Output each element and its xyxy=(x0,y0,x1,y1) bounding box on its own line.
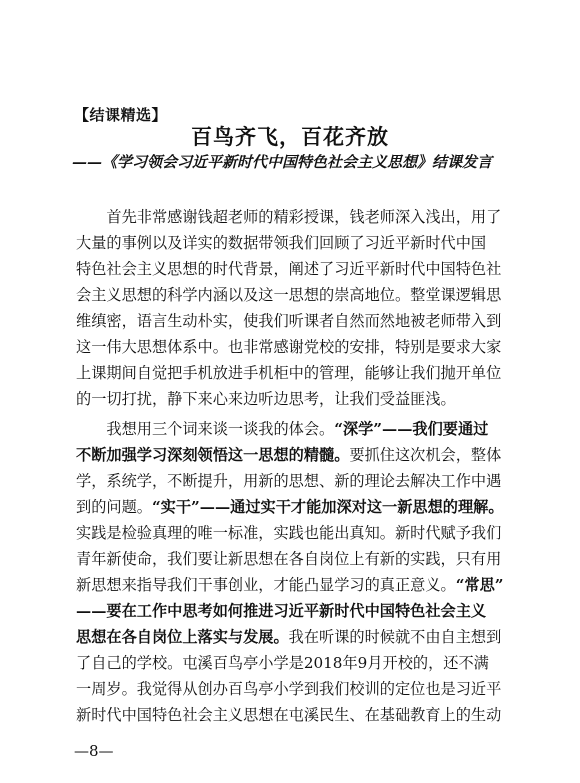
text-line xyxy=(76,601,511,621)
page-subtitle: ——《学习领会习近平新时代中国特色社会主义思想》结课发言 xyxy=(72,153,493,171)
bold-text-segment: 思想在各自岗位上落实与发展。 xyxy=(76,628,289,646)
text-segment: 的一切打扰，静下来心来边听边思考，让我们受益匪浅。 xyxy=(76,390,456,408)
text-segment: 了自己的学校。屯溪百鸟亭小学是2018年9月开校的，还不满 xyxy=(76,654,489,672)
text-line xyxy=(76,311,511,331)
text-segment: 一周岁。我觉得从创办百鸟亭小学到我们校训的定位也是习近平 xyxy=(76,680,502,698)
text-segment: 这一伟大思想体系中。也非常感谢党校的安排，特别是要求大家 xyxy=(76,338,502,356)
text-line xyxy=(76,497,511,517)
text-line xyxy=(76,575,511,595)
text-segment: 学，系统学，不断提升，用新的思想、新的理论去解决工作中遇 xyxy=(76,472,502,490)
text-line xyxy=(76,679,511,699)
text-line xyxy=(76,523,511,543)
text-line xyxy=(76,549,511,569)
text-line xyxy=(76,285,511,305)
text-segment: 实践是检验真理的唯一标准，实践也能出真知。新时代赋予我们 xyxy=(76,524,502,542)
page-title: 百鸟齐飞，百花齐放 xyxy=(191,124,389,149)
text-segment: 新时代中国特色社会主义思想在屯溪民生、在基础教育上的生动 xyxy=(76,706,502,724)
bold-text-segment: “实干”——通过实干才能加深对这一新思想的理解。 xyxy=(151,498,504,516)
text-line xyxy=(76,233,511,253)
page-number: —8— xyxy=(74,742,114,760)
text-segment: 特色社会主义思想的时代背景，阐述了习近平新时代中国特色社 xyxy=(76,260,502,278)
bold-text-segment: “深学”——我们要通过 xyxy=(334,420,489,438)
section-tag: 【结课精选】 xyxy=(74,106,168,124)
text-line xyxy=(76,705,511,725)
text-line xyxy=(76,363,511,383)
text-segment: 要抓住这次机会，整体 xyxy=(349,446,502,464)
text-segment: 我在听课的时候就不由自主想到 xyxy=(288,628,502,646)
text-line xyxy=(76,207,511,227)
text-segment: 我想用三个词来谈一谈我的体会。 xyxy=(76,420,335,438)
bold-text-segment: 不断加强学习深刻领悟这一思想的精髓。 xyxy=(76,446,350,464)
text-segment: 到的问题。 xyxy=(76,498,152,516)
text-line xyxy=(76,389,511,409)
bold-text-segment: ——要在工作中思考如何推进习近平新时代中国特色社会主义 xyxy=(76,602,487,620)
text-segment: 新思想来指导我们干事创业，才能凸显学习的真正意义。 xyxy=(76,576,456,594)
bold-text-segment: “常思” xyxy=(455,576,504,594)
text-line xyxy=(76,445,511,465)
text-line xyxy=(76,259,511,279)
text-line xyxy=(76,471,511,491)
text-segment: 会主义思想的科学内涵以及这一思想的崇高地位。整堂课逻辑思 xyxy=(76,286,502,304)
text-segment: 大量的事例以及详实的数据带领我们回顾了习近平新时代中国 xyxy=(76,234,487,252)
text-segment: 上课期间自觉把手机放进手机柜中的管理，能够让我们抛开单位 xyxy=(76,364,502,382)
text-line xyxy=(76,653,511,673)
text-line xyxy=(76,627,511,647)
text-segment: 首先非常感谢钱超老师的精彩授课，钱老师深入浅出，用了 xyxy=(76,208,502,226)
text-segment: 维缜密，语言生动朴实，使我们听课者自然而然地被老师带入到 xyxy=(76,312,502,330)
text-segment: 青年新使命，我们要让新思想在各自岗位上有新的实践，只有用 xyxy=(76,550,502,568)
text-line xyxy=(76,419,511,439)
text-line xyxy=(76,337,511,357)
